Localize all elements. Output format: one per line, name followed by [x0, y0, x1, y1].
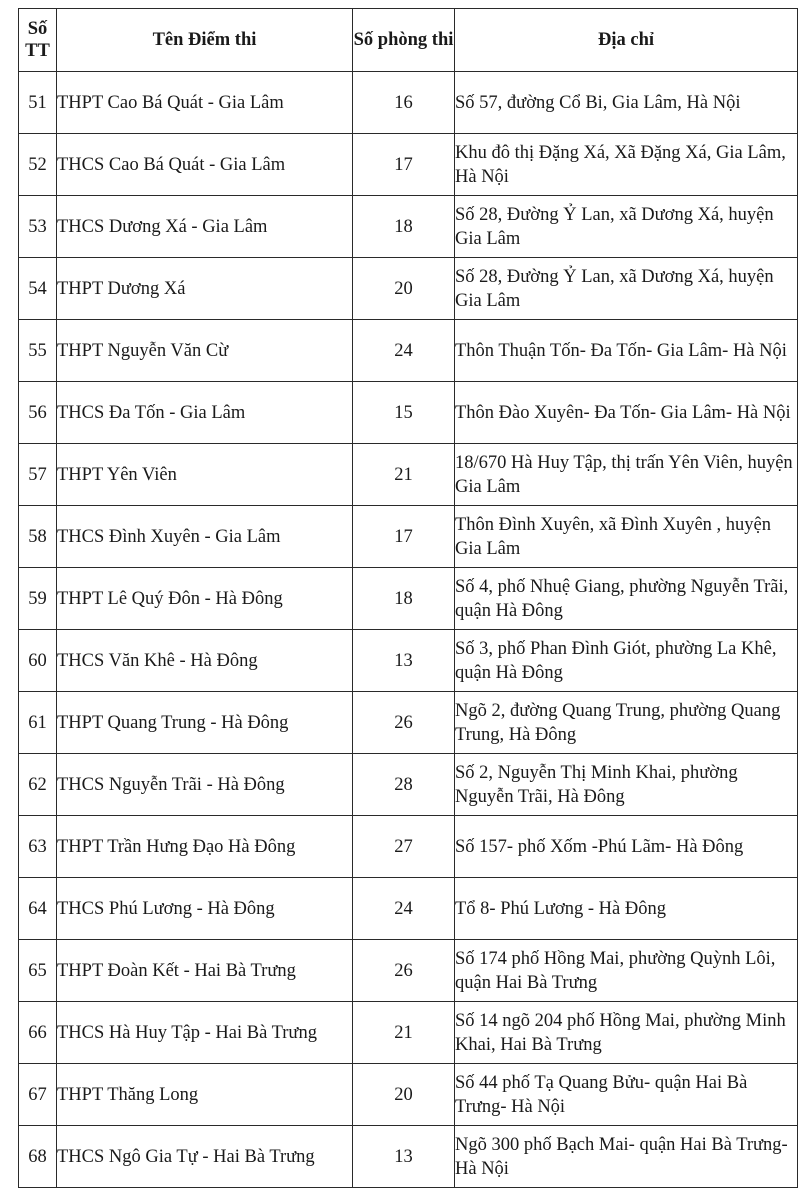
- table-row: [19, 568, 798, 630]
- row-number: 52: [19, 134, 57, 196]
- table-row: [19, 754, 798, 816]
- row-number: 64: [19, 878, 57, 940]
- row-number: 66: [19, 1002, 57, 1064]
- site-address: 18/670 Hà Huy Tập, thị trấn Yên Viên, huyện Gia Lâm: [455, 444, 798, 506]
- header-rooms: Số phòng thi: [353, 9, 455, 72]
- room-count: 28: [353, 754, 455, 816]
- table-row: [19, 196, 798, 258]
- table-row: [19, 134, 798, 196]
- exam-site-name: THCS Đa Tốn - Gia Lâm: [57, 382, 353, 444]
- room-count: 26: [353, 692, 455, 754]
- room-count: 20: [353, 258, 455, 320]
- table-row: [19, 320, 798, 382]
- row-number: 56: [19, 382, 57, 444]
- table-row: [19, 444, 798, 506]
- table-row: [19, 382, 798, 444]
- row-number: 53: [19, 196, 57, 258]
- exam-site-name: THPT Trần Hưng Đạo Hà Đông: [57, 816, 353, 878]
- row-number: 63: [19, 816, 57, 878]
- site-address: Khu đô thị Đặng Xá, Xã Đặng Xá, Gia Lâm, Hà Nội: [455, 134, 798, 196]
- exam-site-name: THPT Lê Quý Đôn - Hà Đông: [57, 568, 353, 630]
- row-number: 58: [19, 506, 57, 568]
- exam-site-name: THCS Văn Khê - Hà Đông: [57, 630, 353, 692]
- room-count: 21: [353, 444, 455, 506]
- site-address: Thôn Đình Xuyên, xã Đình Xuyên , huyện Gia Lâm: [455, 506, 798, 568]
- table-row: [19, 1126, 798, 1188]
- row-number: 57: [19, 444, 57, 506]
- exam-site-name: THPT Cao Bá Quát - Gia Lâm: [57, 72, 353, 134]
- room-count: 17: [353, 506, 455, 568]
- exam-site-name: THCS Dương Xá - Gia Lâm: [57, 196, 353, 258]
- row-number: 55: [19, 320, 57, 382]
- exam-site-name: THPT Thăng Long: [57, 1064, 353, 1126]
- room-count: 26: [353, 940, 455, 1002]
- table-header-row: [19, 9, 798, 72]
- table-row: [19, 630, 798, 692]
- exam-site-name: THPT Yên Viên: [57, 444, 353, 506]
- table-row: [19, 506, 798, 568]
- row-number: 54: [19, 258, 57, 320]
- room-count: 24: [353, 878, 455, 940]
- table-row: [19, 878, 798, 940]
- table-row: [19, 258, 798, 320]
- exam-site-name: THCS Nguyễn Trãi - Hà Đông: [57, 754, 353, 816]
- exam-site-name: THCS Cao Bá Quát - Gia Lâm: [57, 134, 353, 196]
- row-number: 65: [19, 940, 57, 1002]
- table-row: [19, 940, 798, 1002]
- site-address: Số 3, phố Phan Đình Giót, phường La Khê, quận Hà Đông: [455, 630, 798, 692]
- row-number: 62: [19, 754, 57, 816]
- exam-site-name: THCS Phú Lương - Hà Đông: [57, 878, 353, 940]
- site-address: Số 174 phố Hồng Mai, phường Quỳnh Lôi, quận Hai Bà Trưng: [455, 940, 798, 1002]
- table-row: [19, 692, 798, 754]
- table-row: [19, 72, 798, 134]
- row-number: 61: [19, 692, 57, 754]
- room-count: 24: [353, 320, 455, 382]
- row-number: 60: [19, 630, 57, 692]
- header-address: Địa chỉ: [455, 9, 798, 72]
- room-count: 20: [353, 1064, 455, 1126]
- exam-site-name: THPT Đoàn Kết - Hai Bà Trưng: [57, 940, 353, 1002]
- row-number: 68: [19, 1126, 57, 1188]
- exam-site-name: THCS Đình Xuyên - Gia Lâm: [57, 506, 353, 568]
- site-address: Số 14 ngõ 204 phố Hồng Mai, phường Minh Khai, Hai Bà Trưng: [455, 1002, 798, 1064]
- site-address: Ngõ 300 phố Bạch Mai- quận Hai Bà Trưng- Hà Nội: [455, 1126, 798, 1188]
- room-count: 15: [353, 382, 455, 444]
- site-address: Số 28, Đường Ỷ Lan, xã Dương Xá, huyện Gia Lâm: [455, 258, 798, 320]
- room-count: 13: [353, 630, 455, 692]
- site-address: Thôn Đào Xuyên- Đa Tốn- Gia Lâm- Hà Nội: [455, 382, 798, 444]
- site-address: Số 28, Đường Ỷ Lan, xã Dương Xá, huyện Gia Lâm: [455, 196, 798, 258]
- site-address: Số 4, phố Nhuệ Giang, phường Nguyễn Trãi, quận Hà Đông: [455, 568, 798, 630]
- room-count: 27: [353, 816, 455, 878]
- row-number: 51: [19, 72, 57, 134]
- table-row: [19, 1002, 798, 1064]
- header-name: Tên Điểm thi: [57, 9, 353, 72]
- room-count: 17: [353, 134, 455, 196]
- room-count: 13: [353, 1126, 455, 1188]
- site-address: Thôn Thuận Tốn- Đa Tốn- Gia Lâm- Hà Nội: [455, 320, 798, 382]
- room-count: 18: [353, 196, 455, 258]
- row-number: 67: [19, 1064, 57, 1126]
- site-address: Số 157- phố Xốm -Phú Lãm- Hà Đông: [455, 816, 798, 878]
- table-row: [19, 1064, 798, 1126]
- site-address: Ngõ 2, đường Quang Trung, phường Quang Trung, Hà Đông: [455, 692, 798, 754]
- exam-site-name: THCS Ngô Gia Tự - Hai Bà Trưng: [57, 1126, 353, 1188]
- exam-site-name: THCS Hà Huy Tập - Hai Bà Trưng: [57, 1002, 353, 1064]
- table-row: [19, 816, 798, 878]
- site-address: Tổ 8- Phú Lương - Hà Đông: [455, 878, 798, 940]
- room-count: 16: [353, 72, 455, 134]
- room-count: 18: [353, 568, 455, 630]
- exam-site-name: THPT Nguyễn Văn Cừ: [57, 320, 353, 382]
- room-count: 21: [353, 1002, 455, 1064]
- exam-site-name: THPT Quang Trung - Hà Đông: [57, 692, 353, 754]
- row-number: 59: [19, 568, 57, 630]
- header-no: Số TT: [19, 9, 57, 72]
- exam-locations-table: [18, 8, 798, 1188]
- site-address: Số 44 phố Tạ Quang Bửu- quận Hai Bà Trưng- Hà Nội: [455, 1064, 798, 1126]
- site-address: Số 2, Nguyễn Thị Minh Khai, phường Nguyễn Trãi, Hà Đông: [455, 754, 798, 816]
- site-address: Số 57, đường Cổ Bi, Gia Lâm, Hà Nội: [455, 72, 798, 134]
- exam-site-name: THPT Dương Xá: [57, 258, 353, 320]
